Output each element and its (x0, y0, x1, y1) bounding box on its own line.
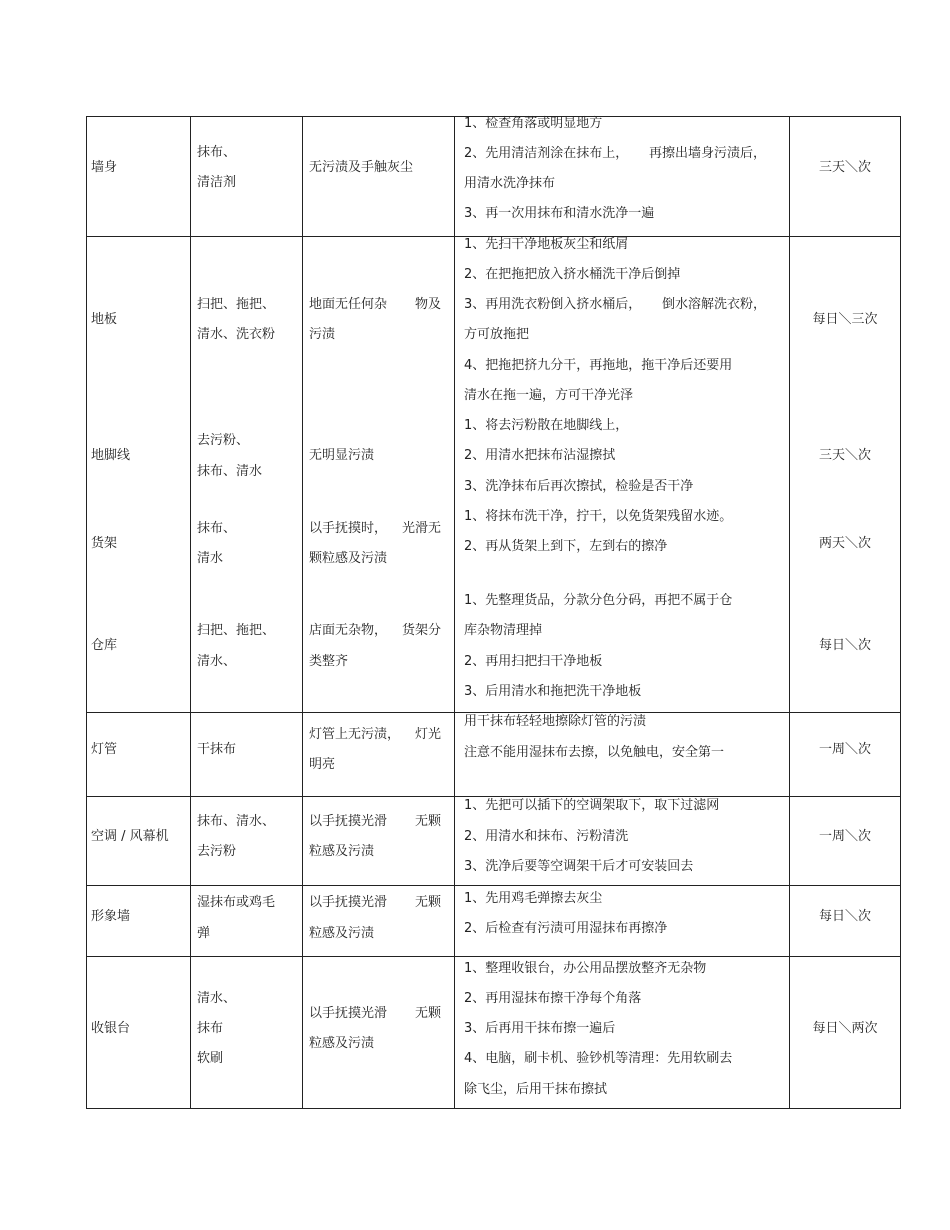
standard-segment: 以手抚摸光滑 (309, 1006, 388, 1021)
method-line: 3、洗净抹布后再次擦拭，检验是否干净 (464, 479, 694, 494)
tools-cell: 湿抹布或鸡毛 (197, 895, 276, 910)
area-cell: 货架 (91, 536, 118, 551)
standard-line (309, 297, 441, 313)
frequency-cell: 一周＼次 (818, 829, 871, 844)
standard-line (309, 814, 441, 830)
frequency-cell: 每日＼两次 (812, 1021, 878, 1036)
standard-line: 类整齐 (309, 654, 349, 669)
standard-segment: 货架分 (401, 623, 441, 638)
column-divider (190, 116, 191, 1109)
standard-segment: 以手抚摸时， (309, 521, 388, 536)
area-cell: 地脚线 (91, 448, 131, 463)
tools-cell: 清水、洗衣粉 (197, 327, 276, 342)
method-line: 库杂物清理掉 (464, 623, 543, 638)
tools-cell: 清洁剂 (197, 175, 237, 190)
method-line: 2、再用湿抹布擦干净每个角落 (464, 991, 642, 1006)
tools-cell: 抹布、清水、 (197, 814, 276, 829)
method-line: 注意不能用湿抹布去擦，以免触电，安全第一 (464, 745, 725, 760)
method-line (464, 297, 766, 313)
standard-line (309, 895, 441, 911)
method-line: 1、先把可以插下的空调架取下，取下过滤网 (464, 798, 720, 813)
method-line: 1、先用鸡毛弹擦去灰尘 (464, 891, 603, 906)
method-line: 2、后检查有污渍可用湿抹布再擦净 (464, 921, 668, 936)
standard-cell: 无污渍及手触灰尘 (309, 160, 414, 175)
tools-cell: 扫把、拖把、 (197, 297, 276, 312)
tools-cell: 软刷 (197, 1051, 224, 1066)
method-line: 2、再从货架上到下，左到右的擦净 (464, 539, 668, 554)
method-line: 2、用清水把抹布沾湿擦拭 (464, 448, 616, 463)
standard-segment: 以手抚摸光滑 (309, 814, 388, 829)
method-line: 3、洗净后要等空调架干后才可安装回去 (464, 859, 694, 874)
tools-cell: 清水 (197, 551, 224, 566)
method-line: 1、先扫干净地板灰尘和纸屑 (464, 237, 629, 252)
method-line: 1、先整理货品，分款分色分码，再把不属于仓 (464, 593, 733, 608)
column-divider (302, 116, 303, 1109)
tools-cell: 抹布、清水 (197, 464, 263, 479)
method-line: 除飞尘，后用干抹布擦拭 (464, 1082, 608, 1097)
standard-segment: 无颗 (414, 1006, 441, 1021)
frequency-cell: 每日＼次 (818, 909, 871, 924)
method-line: 4、把拖把挤九分干，再拖地，拖干净后还要用 (464, 358, 733, 373)
standard-segment: 灯管上无污渍， (309, 727, 401, 742)
tools-cell: 弹 (197, 926, 211, 941)
standard-segment: 灯光 (414, 727, 441, 742)
standard-line (309, 521, 441, 537)
method-line: 1、检查角落或明显地方 (464, 116, 603, 131)
tools-cell: 去污粉 (197, 844, 237, 859)
method-line: 1、整理收银台，办公用品摆放整齐无杂物 (464, 961, 707, 976)
standard-segment: 以手抚摸光滑 (309, 895, 388, 910)
tools-cell: 去污粉、 (197, 433, 250, 448)
frequency-cell: 三天＼次 (818, 160, 871, 175)
area-cell: 灯管 (91, 742, 118, 757)
method-line: 方可放拖把 (464, 327, 530, 342)
frequency-cell: 每日＼次 (818, 638, 871, 653)
standard-line: 明亮 (309, 757, 336, 772)
standard-line: 粒感及污渍 (309, 1036, 375, 1051)
method-segment: 再擦出墙身污渍后， (648, 146, 766, 161)
method-segment: 2、先用清洁剂涂在抹布上， (464, 146, 629, 161)
method-line: 2、再用扫把扫干净地板 (464, 654, 603, 669)
frequency-cell: 三天＼次 (818, 448, 871, 463)
method-line: 3、再一次用抹布和清水洗净一遍 (464, 206, 655, 221)
method-line: 清水在拖一遍，方可干净光泽 (464, 388, 634, 403)
row-divider (86, 796, 901, 797)
standard-segment: 地面无任何杂 (309, 297, 388, 312)
standard-segment: 物及 (414, 297, 441, 312)
frequency-cell: 一周＼次 (818, 742, 871, 757)
area-cell: 形象墙 (91, 909, 131, 924)
method-line: 4、电脑，刷卡机、验钞机等清理：先用软刷去 (464, 1051, 733, 1066)
column-divider (454, 116, 455, 1109)
standard-cell: 无明显污渍 (309, 448, 375, 463)
frequency-cell: 两天＼次 (818, 536, 871, 551)
row-divider (86, 956, 901, 957)
tools-cell: 抹布、 (197, 145, 237, 160)
standard-line (309, 1006, 441, 1022)
column-divider (789, 116, 790, 1109)
method-line: 3、后再用干抹布擦一遍后 (464, 1021, 616, 1036)
standard-line: 颗粒感及污渍 (309, 551, 388, 566)
tools-cell: 干抹布 (197, 742, 237, 757)
method-line: 用清水洗净抹布 (464, 176, 556, 191)
standard-line: 污渍 (309, 327, 336, 342)
standard-line: 粒感及污渍 (309, 926, 375, 941)
tools-cell: 抹布、 (197, 521, 237, 536)
area-cell: 收银台 (91, 1021, 131, 1036)
method-line: 1、将去污粉散在地脚线上， (464, 418, 629, 433)
method-line: 2、用清水和抹布、污粉清洗 (464, 829, 629, 844)
standard-line (309, 727, 441, 743)
area-cell: 墙身 (91, 160, 118, 175)
row-divider (86, 885, 901, 886)
area-cell: 仓库 (91, 638, 118, 653)
method-line: 2、在把拖把放入挤水桶洗干净后倒掉 (464, 267, 681, 282)
area-cell: 空调 / 风幕机 (91, 829, 169, 844)
tools-cell: 抹布 (197, 1021, 224, 1036)
method-segment: 倒水溶解洗衣粉， (661, 297, 766, 312)
method-line: 3、后用清水和拖把洗干净地板 (464, 684, 642, 699)
tools-cell: 清水、 (197, 654, 237, 669)
method-line (464, 146, 766, 162)
frequency-cell: 每日＼三次 (812, 312, 878, 327)
standard-segment: 光滑无 (401, 521, 441, 536)
method-line: 用干抹布轻轻地擦除灯管的污渍 (464, 714, 647, 729)
standard-segment: 无颗 (414, 814, 441, 829)
standard-segment: 无颗 (414, 895, 441, 910)
area-cell: 地板 (91, 312, 118, 327)
row-divider (86, 712, 901, 713)
standard-line (309, 623, 441, 639)
method-segment: 3、再用洗衣粉倒入挤水桶后， (464, 297, 642, 312)
tools-cell: 扫把、拖把、 (197, 623, 276, 638)
standard-segment: 店面无杂物， (309, 623, 388, 638)
tools-cell: 清水、 (197, 991, 237, 1006)
standard-line: 粒感及污渍 (309, 844, 375, 859)
method-line: 1、将抹布洗干净，拧干，以免货架残留水迹。 (464, 509, 733, 524)
